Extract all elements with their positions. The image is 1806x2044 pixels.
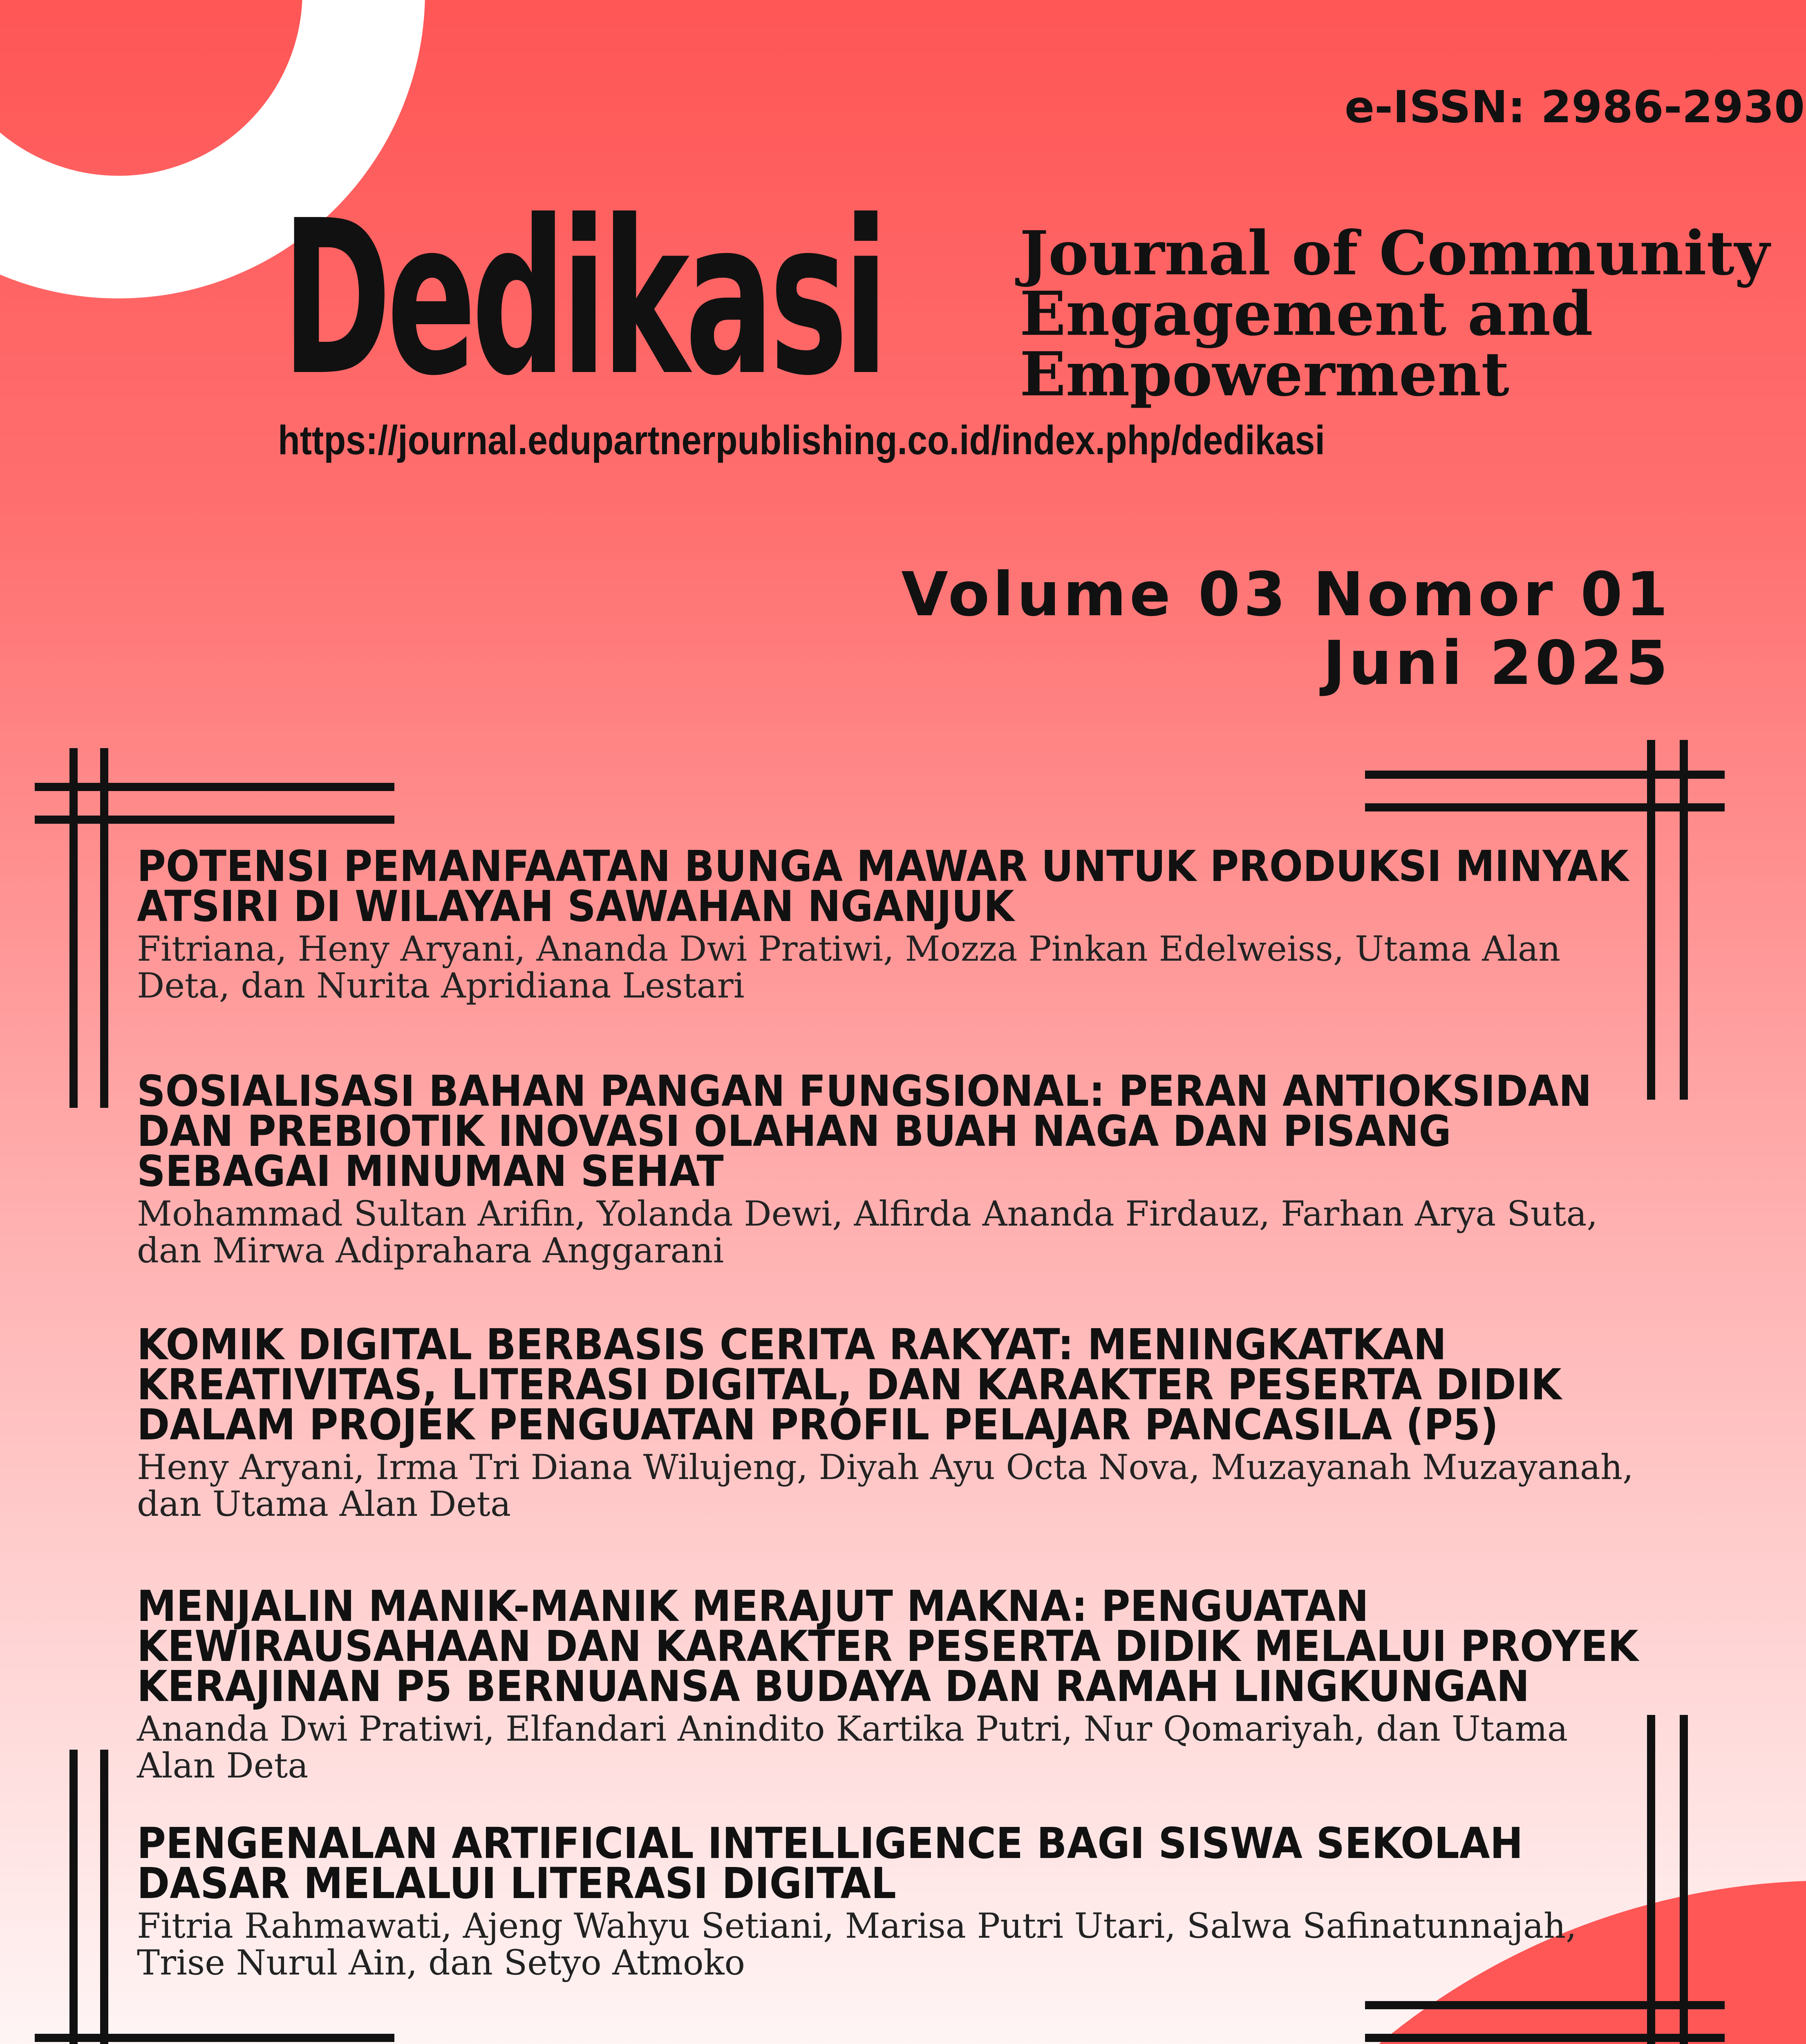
journal-subtitle-line: Empowerment — [1020, 338, 1509, 410]
article-authors: Mohammad Sultan Arifin, Yolanda Dewi, Alfirda Ananda Firdauz, Farhan Arya Suta, dan Mirwa Adiprahara Anggarani — [137, 1194, 1598, 1271]
article-item — [137, 841, 1649, 1006]
article-authors: Fitria Rahmawati, Ajeng Wahyu Setiani, Marisa Putri Utari, Salwa Safinatunnajah, Trise Nurul Ain, dan Setyo Atmoko — [137, 1906, 1577, 1983]
journal-subtitle-line: Engagement and — [1020, 278, 1593, 349]
article-item — [137, 1581, 1649, 1786]
article-title: MENJALIN MANIK-MANIK MERAJUT MAKNA: PENGUATAN KEWIRAUSAHAAN DAN KARAKTER PESERTA DIDIK MELALUI PROYEK KERAJINAN P5 BERNUANSA BUDAYA DAN RAMAH LINGKUNGAN — [137, 1581, 1638, 1711]
article-item — [137, 1066, 1649, 1271]
article-title: KOMIK DIGITAL BERBASIS CERITA RAKYAT: MENINGKATKAN KREATIVITAS, LITERASI DIGITAL, DAN KARAKTER PESERTA DIDIK DALAM PROJEK PENGUATAN PROFIL PELAJAR PANCASILA (P5) — [137, 1320, 1562, 1450]
article-authors: Ananda Dwi Pratiwi, Elfandari Anindito Kartika Putri, Nur Qomariyah, dan Utama Alan Deta — [137, 1709, 1568, 1786]
journal-url[interactable]: https://journal.edupartnerpublishing.co.id/index.php/dedikasi — [278, 417, 1325, 463]
journal-subtitle — [1020, 217, 1770, 410]
issue-date: Juni 2025 — [1323, 628, 1671, 698]
article-item — [137, 1320, 1649, 1524]
volume-line: Volume 03 Nomor 01 — [901, 559, 1671, 630]
issn: e-ISSN: 2986-2930 — [1345, 82, 1805, 133]
article-title: SOSIALISASI BAHAN PANGAN FUNGSIONAL: PERAN ANTIOKSIDAN DAN PREBIOTIK INOVASI OLAHAN BUAH NAGA DAN PISANG SEBAGAI MINUMAN SEHAT — [137, 1066, 1592, 1196]
issue-info — [901, 560, 1671, 697]
journal-subtitle-line: Journal of Community — [1020, 217, 1770, 289]
article-title: POTENSI PEMANFAATAN BUNGA MAWAR UNTUK PRODUKSI MINYAK ATSIRI DI WILAYAH SAWAHAN NGANJUK — [137, 841, 1629, 931]
article-item — [137, 1818, 1649, 1983]
article-authors: Fitriana, Heny Aryani, Ananda Dwi Pratiwi, Mozza Pinkan Edelweiss, Utama Alan Deta, dan Nurita Apridiana Lestari — [137, 929, 1561, 1006]
journal-name: Dedikasi — [282, 175, 884, 422]
article-authors: Heny Aryani, Irma Tri Diana Wilujeng, Diyah Ayu Octa Nova, Muzayanah Muzayanah, dan Utama Alan Deta — [137, 1447, 1634, 1524]
article-title: PENGENALAN ARTIFICIAL INTELLIGENCE BAGI SISWA SEKOLAH DASAR MELALUI LITERASI DIGITAL — [137, 1818, 1523, 1908]
